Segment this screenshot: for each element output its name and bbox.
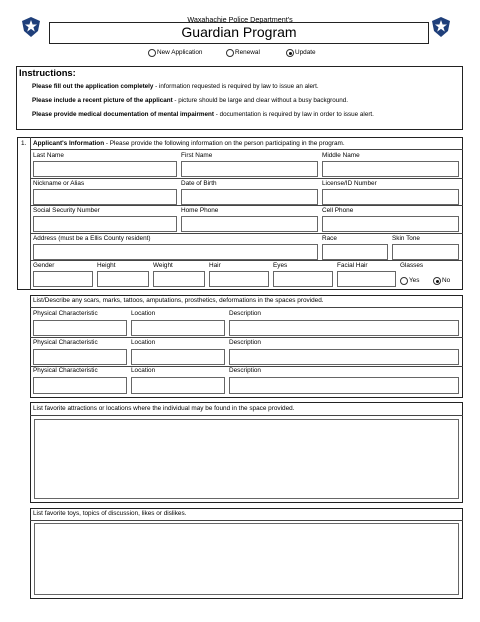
- physical-characteristic-field[interactable]: [33, 320, 127, 336]
- new-application-label: New Application: [157, 49, 203, 56]
- weight-field[interactable]: [153, 271, 205, 287]
- glasses-no-label: No: [442, 277, 451, 284]
- skin-tone-label: Skin Tone: [392, 235, 420, 242]
- description-field[interactable]: [229, 349, 459, 365]
- date-of-birth-field[interactable]: [181, 189, 318, 205]
- middle-name-label: Middle Name: [322, 152, 360, 159]
- location-label: Location: [131, 310, 156, 317]
- skin-tone-field[interactable]: [392, 244, 459, 260]
- gender-field[interactable]: [33, 271, 93, 287]
- license-id-field[interactable]: [322, 189, 459, 205]
- race-label: Race: [322, 235, 337, 242]
- physical-characteristic-label: Physical Characteristic: [33, 310, 98, 317]
- physical-characteristic-label: Physical Characteristic: [33, 367, 98, 374]
- section-number-divider: [30, 137, 31, 290]
- ssn-field[interactable]: [33, 216, 177, 232]
- eyes-field[interactable]: [273, 271, 333, 287]
- characteristics-heading-divider: [30, 307, 463, 308]
- location-field[interactable]: [131, 320, 225, 336]
- favorites-textarea[interactable]: [34, 523, 459, 595]
- physical-characteristic-field[interactable]: [33, 377, 127, 394]
- home-phone-field[interactable]: [181, 216, 318, 232]
- attractions-textarea[interactable]: [34, 419, 459, 499]
- cell-phone-label: Cell Phone: [322, 207, 354, 214]
- address-label: Address (must be a Ellis County resident): [33, 235, 151, 242]
- last-name-field[interactable]: [33, 161, 177, 177]
- attractions-heading-divider: [30, 415, 463, 416]
- instruction-2: Please include a recent picture of the applicant - picture should be large and clear without a busy background.: [32, 97, 349, 104]
- renewal-radio[interactable]: [226, 49, 234, 57]
- favorites-heading: List favorite toys, topics of discussion, likes or dislikes.: [33, 510, 187, 517]
- eyes-label: Eyes: [273, 262, 288, 269]
- description-label: Description: [229, 367, 261, 374]
- renewal-label: Renewal: [235, 49, 260, 56]
- cell-phone-field[interactable]: [322, 216, 459, 232]
- first-name-field[interactable]: [181, 161, 318, 177]
- weight-label: Weight: [153, 262, 173, 269]
- attractions-heading: List favorite attractions or locations where the individual may be found in the space provided.: [33, 405, 295, 412]
- row-divider: [30, 260, 463, 261]
- hair-label: Hair: [209, 262, 221, 269]
- glasses-yes-radio[interactable]: [400, 277, 408, 285]
- first-name-label: First Name: [181, 152, 213, 159]
- favorites-heading-divider: [30, 520, 463, 521]
- section-heading-divider: [30, 149, 463, 150]
- glasses-no-radio[interactable]: [433, 277, 441, 285]
- nickname-label: Nickname or Alias: [33, 180, 85, 187]
- description-label: Description: [229, 339, 261, 346]
- new-application-radio[interactable]: [148, 49, 156, 57]
- address-field[interactable]: [33, 244, 318, 260]
- ssn-label: Social Security Number: [33, 207, 100, 214]
- update-radio[interactable]: [286, 49, 294, 57]
- description-field[interactable]: [229, 320, 459, 336]
- physical-characteristic-label: Physical Characteristic: [33, 339, 98, 346]
- facial-hair-field[interactable]: [337, 271, 396, 287]
- race-field[interactable]: [322, 244, 388, 260]
- section-number: 1.: [21, 140, 27, 147]
- facial-hair-label: Facial Hair: [337, 262, 368, 269]
- update-label: Update: [295, 49, 316, 56]
- nickname-field[interactable]: [33, 189, 177, 205]
- gender-label: Gender: [33, 262, 55, 269]
- last-name-label: Last Name: [33, 152, 64, 159]
- row-divider: [30, 233, 463, 234]
- instruction-1: Please fill out the application completely - information requested is required by law to issue an alert.: [32, 83, 319, 90]
- glasses-label: Glasses: [400, 262, 424, 269]
- hair-field[interactable]: [209, 271, 269, 287]
- location-field[interactable]: [131, 377, 225, 394]
- location-label: Location: [131, 339, 156, 346]
- location-label: Location: [131, 367, 156, 374]
- height-label: Height: [97, 262, 116, 269]
- date-of-birth-label: Date of Birth: [181, 180, 217, 187]
- characteristics-heading: List/Describe any scars, marks, tattoos, amputations, prosthetics, deformations in the spaces provided.: [33, 297, 324, 304]
- physical-characteristic-field[interactable]: [33, 349, 127, 365]
- description-label: Description: [229, 310, 261, 317]
- row-divider: [30, 205, 463, 206]
- home-phone-label: Home Phone: [181, 207, 219, 214]
- row-divider: [30, 337, 463, 338]
- page-title: Guardian Program: [181, 24, 297, 40]
- glasses-yes-label: Yes: [409, 277, 420, 284]
- location-field[interactable]: [131, 349, 225, 365]
- height-field[interactable]: [97, 271, 149, 287]
- description-field[interactable]: [229, 377, 459, 394]
- middle-name-field[interactable]: [322, 161, 459, 177]
- instructions-heading: Instructions:: [19, 67, 76, 78]
- department-name: Waxahachie Police Department's: [187, 15, 293, 24]
- applicant-section-heading: Applicant's Information - Please provide the following information on the person participating in the program.: [33, 140, 345, 147]
- instruction-3: Please provide medical documentation of mental impairment - documentation is required by law in order to issue alert.: [32, 111, 374, 118]
- row-divider: [30, 178, 463, 179]
- license-id-label: License/ID Number: [322, 180, 377, 187]
